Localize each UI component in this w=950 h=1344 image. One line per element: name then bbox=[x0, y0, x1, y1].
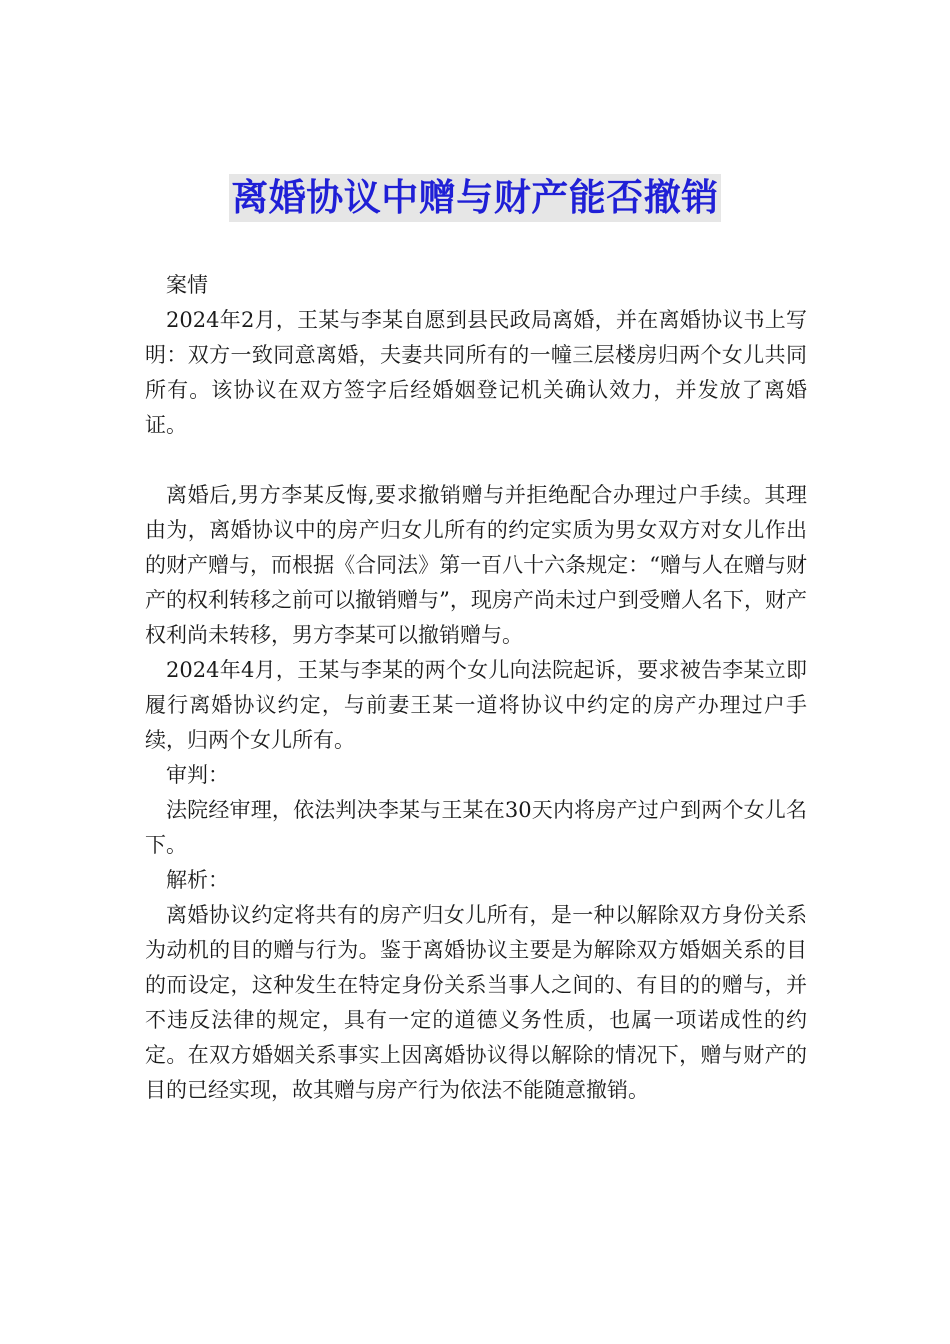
paragraph-dispute: 离婚后,男方李某反悔,要求撤销赠与并拒绝配合办理过户手续。其理由为，离婚协议中的房产归女儿所有的约定实质为男女双方对女儿作出的财产赠与，而根据《合同法》第一百八十六条规定：“赠与人在赠与财产的权利转移之前可以撤销赠与”，现房产尚未过户到受赠人名下，财产权利尚未转移，男方李某可以撤销赠与。 bbox=[145, 483, 807, 647]
document-body bbox=[145, 268, 807, 1108]
paragraph-judgment: 法院经审理，依法判决李某与王某在30天内将房产过户到两个女儿名下。 bbox=[145, 798, 807, 857]
paragraph-analysis: 离婚协议约定将共有的房产归女儿所有，是一种以解除双方身份关系为动机的目的赠与行为。鉴于离婚协议主要是为解除双方婚姻关系的目的而设定，这种发生在特定身份关系当事人之间的、有目的的赠与，并不违反法律的规定，具有一定的道德义务性质，也属一项诺成性的约定。在双方婚姻关系事实上因离婚协议得以解除的情况下，赠与财产的目的已经实现，故其赠与房产行为依法不能随意撤销。 bbox=[145, 903, 807, 1102]
title-container bbox=[0, 174, 950, 222]
paragraph-lawsuit: 2024年4月，王某与李某的两个女儿向法院起诉，要求被告李某立即履行离婚协议约定，与前妻王某一道将协议中约定的房产办理过户手续，归两个女儿所有。 bbox=[145, 658, 807, 752]
paragraph-case-facts: 2024年2月，王某与李某自愿到县民政局离婚，并在离婚协议书上写明：双方一致同意离婚，夫妻共同所有的一幢三层楼房归两个女儿共同所有。该协议在双方签字后经婚姻登记机关确认效力，并发放了离婚证。 bbox=[145, 308, 807, 437]
section-heading-case: 案情 bbox=[166, 273, 208, 297]
section-heading-analysis: 解析： bbox=[166, 868, 229, 892]
document-title: 离婚协议中赠与财产能否撤销 bbox=[229, 174, 721, 222]
section-heading-judgment: 审判： bbox=[166, 763, 229, 787]
